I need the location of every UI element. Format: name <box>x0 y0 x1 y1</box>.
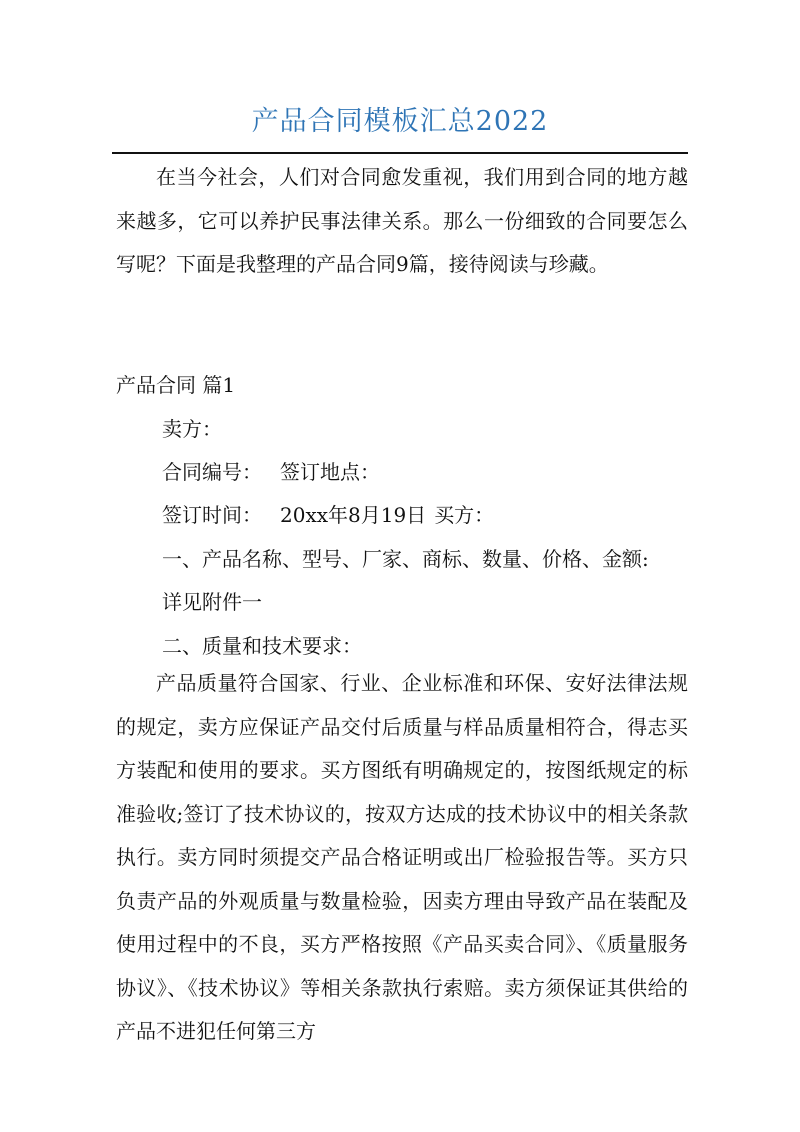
title-underline <box>112 152 688 154</box>
buyer-label: 买方： <box>434 503 495 527</box>
clause-one-heading: 一、产品名称、型号、厂家、商标、数量、价格、金额: <box>162 547 649 571</box>
sign-time-label: 签订时间： <box>162 503 262 527</box>
quality-paragraph: 产品质量符合国家、行业、企业标准和环保、安好法律法规的规定，卖方应保证产品交付后质量与样品质量相符合，得志买方装配和使用的要求。买方图纸有明确规定的，按图纸规定的标准验收;签订了技术协议的，按双方达成的技术协议中的相关条款执行。卖方同时须提交产品合格证明或出厂检验报告等。买方只负责产品的外观质量与数量检验，因卖方理由导致产品在装配及使用过程中的不良，买方严格按照《产品买卖合同》、《质量服务协议》、《技术协议》等相关条款执行索赔。卖方须保证其供给的产品不进犯任何第三方 <box>116 671 688 1043</box>
sign-time-value: 20xx年8月19日 <box>280 503 427 527</box>
document-title: 产品合同模板汇总2022 <box>251 106 549 137</box>
seller-label: 卖方： <box>162 417 222 441</box>
clause-one-detail: 详见附件一 <box>162 590 262 614</box>
sign-place-label: 签订地点： <box>280 460 380 484</box>
contract-number-row <box>162 457 380 487</box>
clause-two-heading: 二、质量和技术要求： <box>162 634 362 658</box>
section-heading: 产品合同 篇1 <box>116 373 236 397</box>
intro-paragraph: 在当今社会，人们对合同愈发重视，我们用到合同的地方越来越多，它可以养护民事法律关系。那么一份细致的合同要怎么写呢？下面是我整理的产品合同9篇，接待阅读与珍藏。 <box>116 165 688 276</box>
sign-time-row <box>162 500 494 530</box>
contract-number-label: 合同编号： <box>162 460 262 484</box>
